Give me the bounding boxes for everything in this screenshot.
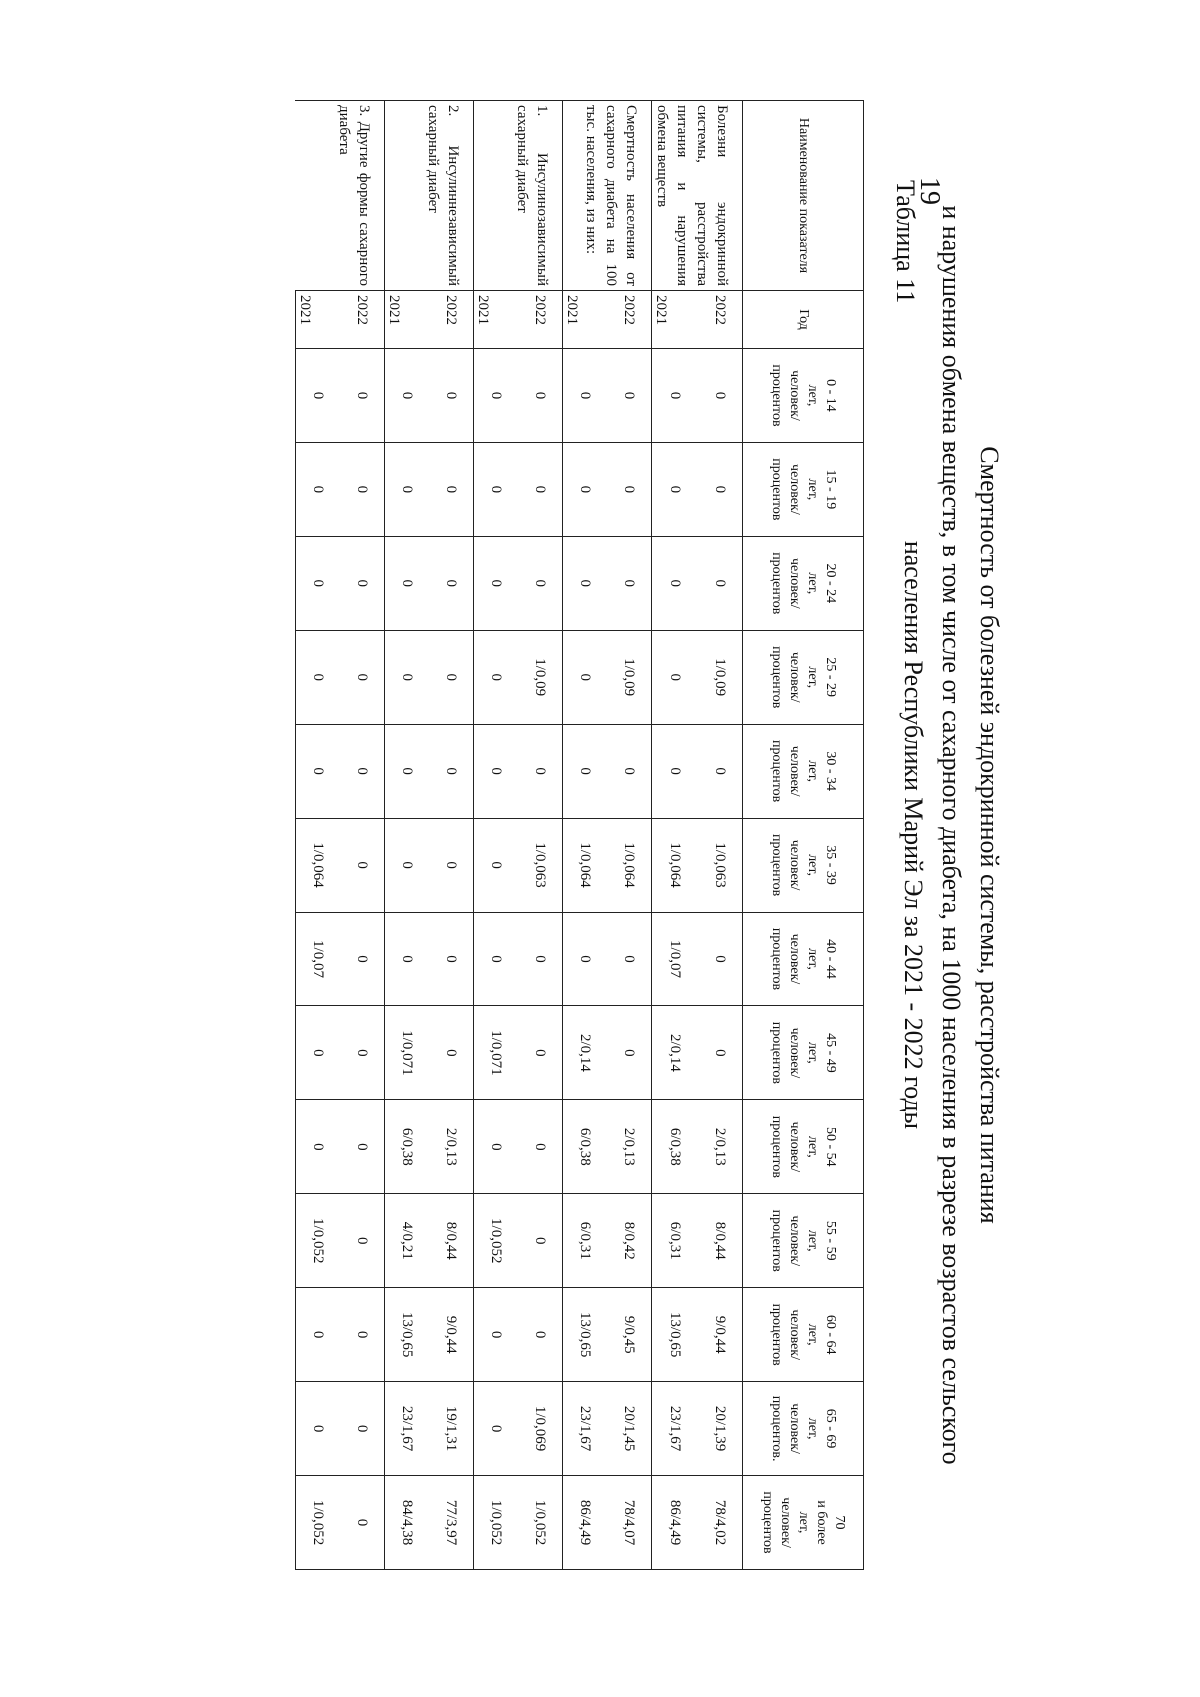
- table-title: [874, 100, 1010, 1570]
- value-cell: 1/0,07: [652, 912, 698, 1006]
- value-cell: 0: [429, 1006, 474, 1100]
- year-cell: 2022: [607, 291, 652, 349]
- value-cell: 1/0,063: [697, 818, 743, 912]
- value-cell: 0: [697, 536, 743, 630]
- year-cell: 2021: [652, 291, 698, 349]
- value-cell: 78/4,07: [607, 1476, 652, 1570]
- title-line-3: населения Республики Марий Эл за 2021 - 2022 годы: [899, 540, 928, 1130]
- value-cell: 0: [429, 724, 474, 818]
- indicator-name: 3. Другие формы сахарного диабета: [296, 101, 385, 291]
- title-line-2: и нарушения обмена веществ, в том числе от сахарного диабета, на 1000 населения в разрезе возрастов сельского: [937, 205, 966, 1465]
- value-cell: 0: [429, 349, 474, 443]
- value-cell: 1/0,052: [296, 1194, 341, 1288]
- value-cell: 0: [429, 912, 474, 1006]
- value-cell: 0: [429, 630, 474, 724]
- value-cell: 0: [474, 630, 519, 724]
- value-cell: 0: [607, 1006, 652, 1100]
- value-cell: 0: [563, 442, 608, 536]
- value-cell: 0: [429, 536, 474, 630]
- value-cell: 0: [296, 1288, 341, 1382]
- header-age-group: 0 - 14 лет, человек/ процентов: [743, 349, 864, 443]
- value-cell: 0: [697, 442, 743, 536]
- value-cell: 0: [385, 349, 430, 443]
- value-cell: 0: [296, 1006, 341, 1100]
- value-cell: 0: [518, 1006, 563, 1100]
- value-cell: 0: [296, 442, 341, 536]
- value-cell: 8/0,42: [607, 1194, 652, 1288]
- value-cell: 2/0,13: [607, 1100, 652, 1194]
- value-cell: 13/0,65: [652, 1288, 698, 1382]
- value-cell: 0: [340, 1006, 385, 1100]
- value-cell: 1/0,09: [607, 630, 652, 724]
- value-cell: 13/0,65: [385, 1288, 430, 1382]
- table-row: [429, 101, 474, 1570]
- value-cell: 9/0,45: [607, 1288, 652, 1382]
- value-cell: 0: [607, 536, 652, 630]
- value-cell: 0: [607, 724, 652, 818]
- value-cell: 6/0,38: [563, 1100, 608, 1194]
- value-cell: 0: [296, 1382, 341, 1476]
- value-cell: 1/0,071: [474, 1006, 519, 1100]
- header-age-group: 25 - 29 лет, человек/ процентов: [743, 630, 864, 724]
- indicator-name: 1. Инсулинозависимый сахарный диабет: [474, 101, 563, 291]
- table-row: [518, 101, 563, 1570]
- value-cell: 0: [652, 442, 698, 536]
- value-cell: 1/0,052: [296, 1476, 341, 1570]
- value-cell: 0: [474, 442, 519, 536]
- value-cell: 19/1,31: [429, 1382, 474, 1476]
- value-cell: 84/4,38: [385, 1476, 430, 1570]
- value-cell: 0: [518, 349, 563, 443]
- year-cell: 2021: [563, 291, 608, 349]
- value-cell: 8/0,44: [697, 1194, 743, 1288]
- year-cell: 2022: [340, 291, 385, 349]
- value-cell: 6/0,38: [652, 1100, 698, 1194]
- indicator-name: 2. Инсулиннезависимый сахарный диабет: [385, 101, 474, 291]
- value-cell: 0: [518, 536, 563, 630]
- value-cell: 1/0,064: [652, 818, 698, 912]
- year-cell: 2021: [385, 291, 430, 349]
- value-cell: 0: [296, 1100, 341, 1194]
- header-name: Наименование показателя: [743, 101, 864, 291]
- value-cell: 0: [518, 1288, 563, 1382]
- value-cell: 0: [697, 912, 743, 1006]
- value-cell: 78/4,02: [697, 1476, 743, 1570]
- table-row: [296, 101, 341, 1570]
- value-cell: 1/0,052: [518, 1476, 563, 1570]
- year-cell: 2021: [474, 291, 519, 349]
- value-cell: 0: [518, 912, 563, 1006]
- value-cell: 2/0,13: [697, 1100, 743, 1194]
- value-cell: 0: [340, 536, 385, 630]
- header-age-group: 60 - 64 лет, человек/ процентов: [743, 1288, 864, 1382]
- value-cell: 0: [429, 442, 474, 536]
- table-row: [563, 101, 608, 1570]
- value-cell: 9/0,44: [429, 1288, 474, 1382]
- table-row: [607, 101, 652, 1570]
- value-cell: 0: [340, 1382, 385, 1476]
- value-cell: 0: [340, 912, 385, 1006]
- value-cell: 2/0,13: [429, 1100, 474, 1194]
- value-cell: 1/0,052: [474, 1194, 519, 1288]
- value-cell: 0: [474, 536, 519, 630]
- header-age-group: 45 - 49 лет, человек/ процентов: [743, 1006, 864, 1100]
- value-cell: 0: [474, 349, 519, 443]
- value-cell: 23/1,67: [385, 1382, 430, 1476]
- value-cell: 1/0,071: [385, 1006, 430, 1100]
- value-cell: 0: [340, 349, 385, 443]
- value-cell: 0: [340, 442, 385, 536]
- value-cell: 0: [518, 724, 563, 818]
- value-cell: 1/0,069: [518, 1382, 563, 1476]
- value-cell: 0: [607, 912, 652, 1006]
- value-cell: 0: [385, 630, 430, 724]
- value-cell: 0: [652, 536, 698, 630]
- value-cell: 0: [607, 442, 652, 536]
- value-cell: 0: [474, 724, 519, 818]
- value-cell: 0: [385, 818, 430, 912]
- value-cell: 0: [563, 536, 608, 630]
- value-cell: 0: [652, 724, 698, 818]
- value-cell: 0: [563, 349, 608, 443]
- value-cell: 2/0,14: [563, 1006, 608, 1100]
- value-cell: 0: [697, 724, 743, 818]
- value-cell: 0: [652, 349, 698, 443]
- header-age-group: 50 - 54 лет, человек/ процентов: [743, 1100, 864, 1194]
- value-cell: 0: [474, 1288, 519, 1382]
- value-cell: 1/0,09: [518, 630, 563, 724]
- header-row: [743, 101, 864, 1570]
- header-age-group: 40 - 44 лет, человек/ процентов: [743, 912, 864, 1006]
- mortality-table: [295, 100, 864, 1570]
- value-cell: 0: [474, 1100, 519, 1194]
- header-age-group: 70 и более лет, человек/ процентов: [743, 1476, 864, 1570]
- value-cell: 1/0,07: [296, 912, 341, 1006]
- value-cell: 0: [340, 630, 385, 724]
- value-cell: 0: [563, 912, 608, 1006]
- table-row: [340, 101, 385, 1570]
- value-cell: 0: [474, 912, 519, 1006]
- value-cell: 20/1,39: [697, 1382, 743, 1476]
- value-cell: 0: [340, 1100, 385, 1194]
- value-cell: 0: [385, 912, 430, 1006]
- value-cell: 77/3,97: [429, 1476, 474, 1570]
- header-age-group: 20 - 24 лет, человек/ процентов: [743, 536, 864, 630]
- table-row: [474, 101, 519, 1570]
- header-age-group: 30 - 34 лет, человек/ процентов: [743, 724, 864, 818]
- year-cell: 2022: [518, 291, 563, 349]
- value-cell: 0: [296, 630, 341, 724]
- value-cell: 0: [296, 724, 341, 818]
- value-cell: 0: [607, 349, 652, 443]
- value-cell: 0: [429, 818, 474, 912]
- value-cell: 8/0,44: [429, 1194, 474, 1288]
- value-cell: 1/0,063: [518, 818, 563, 912]
- value-cell: 86/4,49: [652, 1476, 698, 1570]
- title-line-1: Смертность от болезней эндокринной системы, расстройства питания: [975, 446, 1004, 1224]
- header-year: Год: [743, 291, 864, 349]
- value-cell: 6/0,38: [385, 1100, 430, 1194]
- value-cell: 9/0,44: [697, 1288, 743, 1382]
- value-cell: 0: [340, 1194, 385, 1288]
- header-age-group: 15 - 19 лет, человек/ процентов: [743, 442, 864, 536]
- table-body: [296, 101, 743, 1570]
- rotated-table-block: [0, 100, 1010, 1570]
- header-age-group: 65 - 69 лет, человек/ процентов.: [743, 1382, 864, 1476]
- value-cell: 0: [652, 630, 698, 724]
- value-cell: 1/0,09: [697, 630, 743, 724]
- value-cell: 20/1,45: [607, 1382, 652, 1476]
- value-cell: 0: [385, 536, 430, 630]
- year-cell: 2022: [429, 291, 474, 349]
- value-cell: 0: [474, 1382, 519, 1476]
- value-cell: 6/0,31: [563, 1194, 608, 1288]
- header-age-group: 35 - 39 лет, человек/ процентов: [743, 818, 864, 912]
- table-row: [697, 101, 743, 1570]
- indicator-name: Болезни эндокринной системы, расстройства питания и нарушения обмена веществ: [652, 101, 743, 291]
- value-cell: 0: [563, 724, 608, 818]
- value-cell: 13/0,65: [563, 1288, 608, 1382]
- header-age-group: 55 - 59 лет, человек/ процентов: [743, 1194, 864, 1288]
- value-cell: 1/0,064: [296, 818, 341, 912]
- value-cell: 4/0,21: [385, 1194, 430, 1288]
- value-cell: 0: [474, 818, 519, 912]
- value-cell: 1/0,064: [563, 818, 608, 912]
- value-cell: 0: [340, 1476, 385, 1570]
- year-cell: 2022: [697, 291, 743, 349]
- value-cell: 0: [518, 1194, 563, 1288]
- value-cell: 0: [518, 1100, 563, 1194]
- value-cell: 0: [385, 442, 430, 536]
- table-row: [652, 101, 698, 1570]
- value-cell: 6/0,31: [652, 1194, 698, 1288]
- page-number: 19: [914, 177, 945, 205]
- value-cell: 0: [340, 724, 385, 818]
- value-cell: 1/0,052: [474, 1476, 519, 1570]
- value-cell: 0: [340, 818, 385, 912]
- year-cell: 2021: [296, 291, 341, 349]
- value-cell: 23/1,67: [652, 1382, 698, 1476]
- value-cell: 23/1,67: [563, 1382, 608, 1476]
- value-cell: 0: [296, 349, 341, 443]
- value-cell: 0: [385, 724, 430, 818]
- value-cell: 86/4,49: [563, 1476, 608, 1570]
- table-label: Таблица 11: [891, 180, 920, 304]
- value-cell: 1/0,064: [607, 818, 652, 912]
- value-cell: 0: [296, 536, 341, 630]
- value-cell: 0: [697, 1006, 743, 1100]
- table-row: [385, 101, 430, 1570]
- value-cell: 0: [563, 630, 608, 724]
- value-cell: 2/0,14: [652, 1006, 698, 1100]
- value-cell: 0: [340, 1288, 385, 1382]
- indicator-name: Смертность населения от сахарного диабета на 100 тыс. населения, из них:: [563, 101, 652, 291]
- value-cell: 0: [697, 349, 743, 443]
- value-cell: 0: [518, 442, 563, 536]
